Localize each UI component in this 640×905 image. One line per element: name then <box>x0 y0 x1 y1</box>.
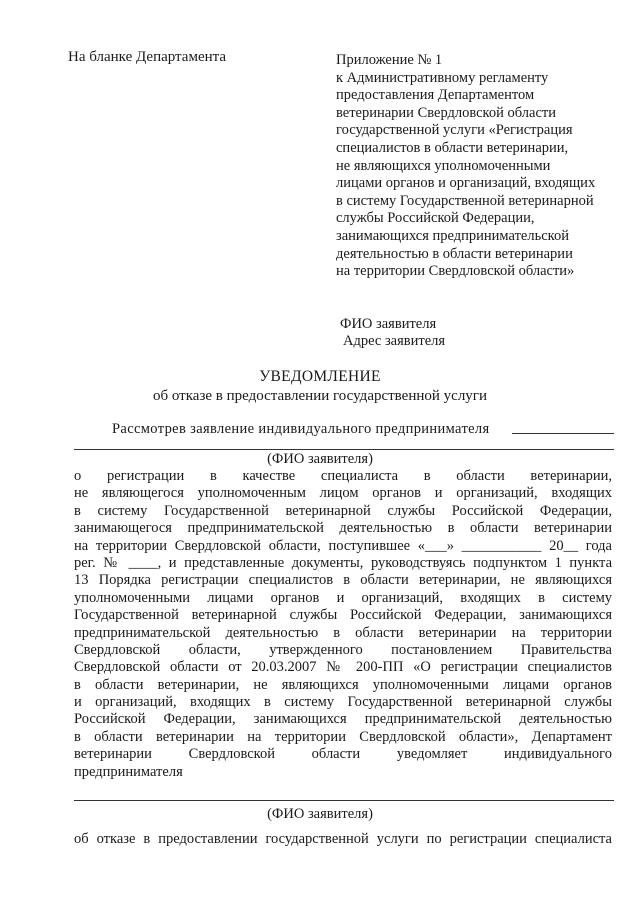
body-line: и организаций, входящих в систему Государственной ветеринарной службы <box>74 694 612 711</box>
applicant-caption: (ФИО заявителя) <box>267 451 373 467</box>
appendix-line: занимающихся предпринимательской <box>336 227 569 244</box>
applicant-name-blank-line <box>74 449 614 450</box>
body-line: Свердловской области от 20.03.2007 № 200-ПП «О регистрации специалистов <box>74 659 612 676</box>
body-line: рег. № ____, и представленные документы, руководствуясь подпунктом 1 пункта <box>74 554 612 571</box>
notice-subtitle: об отказе в предоставлении государственной услуги <box>152 388 487 404</box>
appendix-line: на территории Свердловской области» <box>336 263 575 280</box>
body-line: Российской Федерации, занимающихся предпринимательской деятельностью <box>74 711 612 728</box>
applicant-block <box>340 316 445 350</box>
body-line: 13 Порядка регистрации специалистов в области ветеринарии, не являющихся <box>74 572 612 589</box>
body-line: в области ветеринарии, не являющихся уполномоченными лицами органов <box>74 676 612 693</box>
final-line: об отказе в предоставлении государственной услуги по регистрации специалиста <box>74 831 612 847</box>
appendix-line: ветеринарии Свердловской области <box>336 104 556 121</box>
appendix-line: в систему Государственной ветеринарной <box>336 192 594 209</box>
appendix-line: не являющихся уполномоченными <box>336 157 551 174</box>
appendix-line: деятельностью в области ветеринарии <box>336 245 573 262</box>
appendix-line: Приложение № 1 <box>336 52 443 68</box>
body-line: Государственной ветеринарной службы Российской Федерации, занимающихся <box>74 607 612 624</box>
body-line: в области ветеринарии на территории Свердловской области», Департамент <box>74 728 612 745</box>
applicant-name-blank-line-2 <box>74 800 614 801</box>
notice-title: УВЕДОМЛЕНИЕ <box>259 368 381 385</box>
body-line: на территории Свердловской области, поступившее «___» ___________ 20__ года <box>74 537 612 554</box>
body-line: о регистрации в качестве специалиста в области ветеринарии, <box>74 468 612 484</box>
body-line: предпринимательской деятельностью в области ветеринарии на территории <box>74 624 612 641</box>
body-line: не являющегося уполномоченным лицом органов и организаций, входящих <box>74 485 612 502</box>
applicant-name-label: ФИО заявителя <box>340 316 437 332</box>
letterhead-note: На бланке Департамента <box>68 49 227 65</box>
body-line: уполномоченными лицами органов и организаций, входящих в систему <box>74 589 612 606</box>
appendix-line: лицами органов и организаций, входящих <box>336 175 596 192</box>
applicant-caption-2: (ФИО заявителя) <box>267 806 373 822</box>
applicant-address-label: Адрес заявителя <box>343 333 446 349</box>
applicant-name-blank-short <box>512 433 614 434</box>
appendix-line: специалистов в области ветеринарии, <box>336 139 569 156</box>
appendix-line: к Административному регламенту <box>336 69 549 86</box>
appendix-block <box>336 52 626 281</box>
appendix-line: предоставления Департаментом <box>336 87 535 104</box>
body-line: Свердловской области, утвержденного постановлением Правительства <box>74 641 612 658</box>
notice-body <box>74 468 612 781</box>
body-line: ветеринарии Свердловской области уведомляет индивидуального <box>74 746 612 763</box>
appendix-line: государственной услуги «Регистрация <box>336 122 573 139</box>
appendix-line: службы Российской Федерации, <box>336 210 535 227</box>
body-line: предпринимателя <box>74 763 183 780</box>
considered-text: Рассмотрев заявление индивидуального предпринимателя <box>112 421 490 437</box>
body-line: в систему Государственной ветеринарной службы Российской Федерации, <box>74 502 612 519</box>
body-line: занимающегося предпринимательской деятельностью в области ветеринарии <box>74 520 612 537</box>
